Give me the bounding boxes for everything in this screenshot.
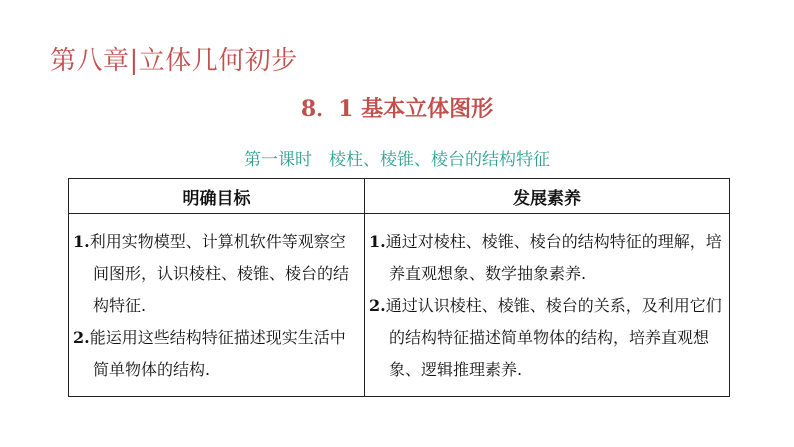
goals-table (68, 178, 730, 397)
list-item: 2.通过认识棱柱、棱锥、棱台的关系，及利用它们的结构特征描述简单物体的结构，培养直观想象、逻辑推理素养. (369, 296, 722, 379)
header-goals: 明确目标 (69, 179, 365, 214)
list-item: 1.通过对棱柱、棱锥、棱台的结构特征的理解，培养直观想象、数学抽象素养. (369, 232, 722, 283)
section-title: 8．1 基本立体图形 (300, 96, 494, 122)
literacy-cell (365, 214, 730, 397)
goals-cell (69, 214, 365, 397)
table-row (69, 214, 730, 397)
table-header-row (69, 179, 730, 214)
lesson-title: 第一课时 棱柱、棱锥、棱台的结构特征 (244, 150, 550, 170)
list-item: 2.能运用这些结构特征描述现实生活中简单物体的结构. (73, 328, 346, 379)
header-literacy: 发展素养 (365, 179, 730, 214)
list-item: 1.利用实物模型、计算机软件等观察空间图形，认识棱柱、棱锥、棱台的结构特征. (73, 232, 350, 315)
chapter-title: 第八章|立体几何初步 (50, 46, 298, 76)
